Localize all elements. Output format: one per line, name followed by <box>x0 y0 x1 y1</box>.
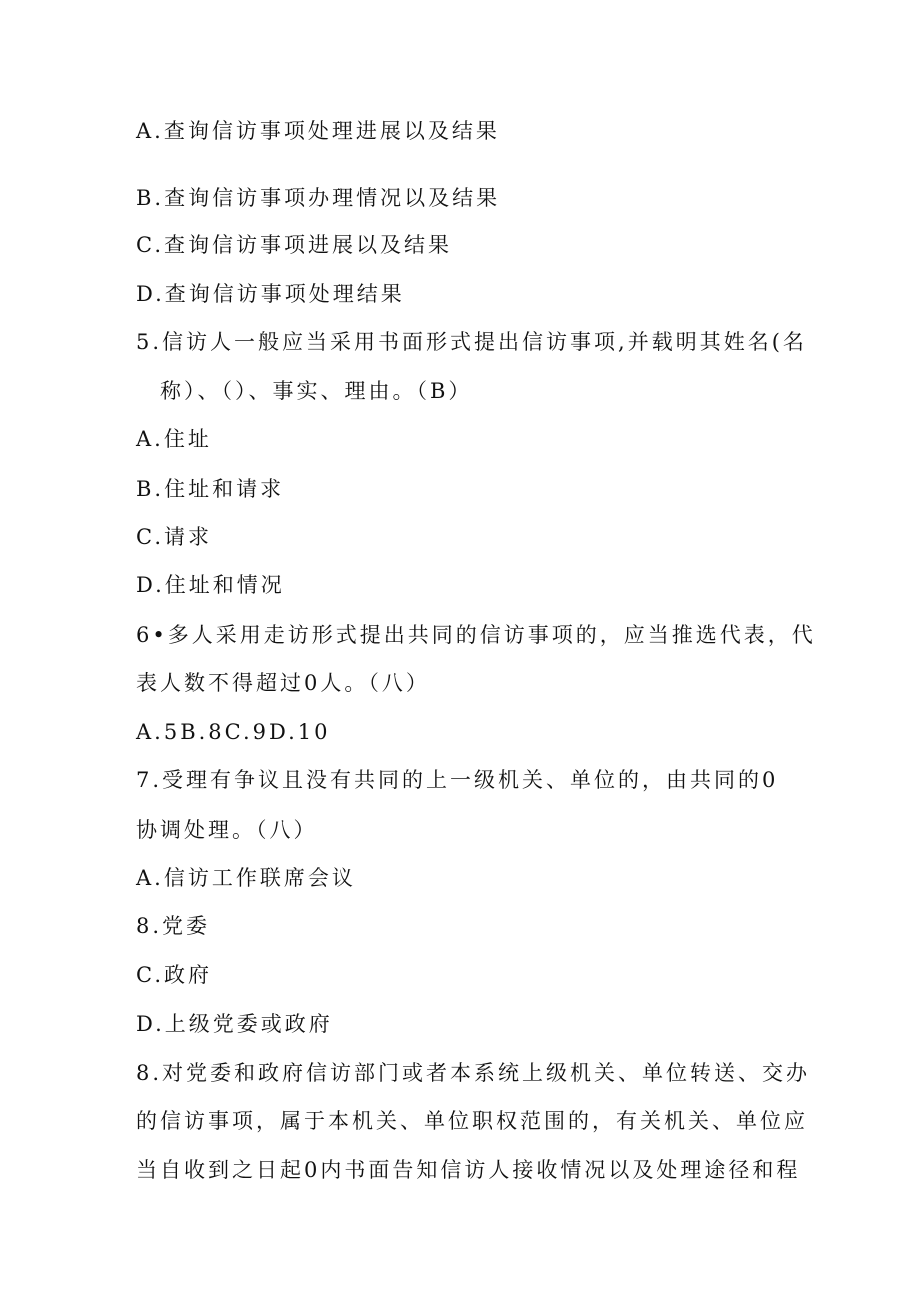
question-line: 8.对党委和政府信访部门或者本系统上级机关、单位转送、交办 <box>136 1061 811 1085</box>
question-line: 表人数不得超过0人。（八） <box>136 671 430 695</box>
option-line: A.5B.8C.9D.10 <box>136 720 331 744</box>
question-line: 协调处理。（八） <box>136 818 318 842</box>
option-line: B.查询信访事项办理情况以及结果 <box>136 186 501 210</box>
option-line: D.查询信访事项处理结果 <box>136 282 405 306</box>
question-line: 当自收到之日起0内书面告知信访人接收情况以及处理途径和程 <box>136 1158 801 1182</box>
option-line: C.政府 <box>136 963 212 987</box>
option-line: C.请求 <box>136 525 212 549</box>
option-line: B.住址和请求 <box>136 477 285 501</box>
option-line: 8.党委 <box>136 914 211 938</box>
option-line: C.查询信访事项进展以及结果 <box>136 233 452 257</box>
question-line: 的信访事项，属于本机关、单位职权范围的，有关机关、单位应 <box>136 1109 808 1133</box>
option-line: A.住址 <box>136 427 212 451</box>
question-line: 7.受理有争议且没有共同的上一级机关、单位的，由共同的0 <box>136 768 779 792</box>
option-line: D.住址和情况 <box>136 573 285 597</box>
option-line: A.信访工作联席会议 <box>136 866 356 890</box>
option-line: A.查询信访事项处理进展以及结果 <box>136 119 500 143</box>
question-line: 称）、（）、事实、理由。（B） <box>160 379 473 403</box>
question-line: 6•多人采用走访形式提出共同的信访事项的，应当推选代表，代 <box>136 623 816 647</box>
question-line: 5.信访人一般应当采用书面形式提出信访事项,并载明其姓名(名 <box>136 330 807 354</box>
option-line: D.上级党委或政府 <box>136 1012 333 1036</box>
